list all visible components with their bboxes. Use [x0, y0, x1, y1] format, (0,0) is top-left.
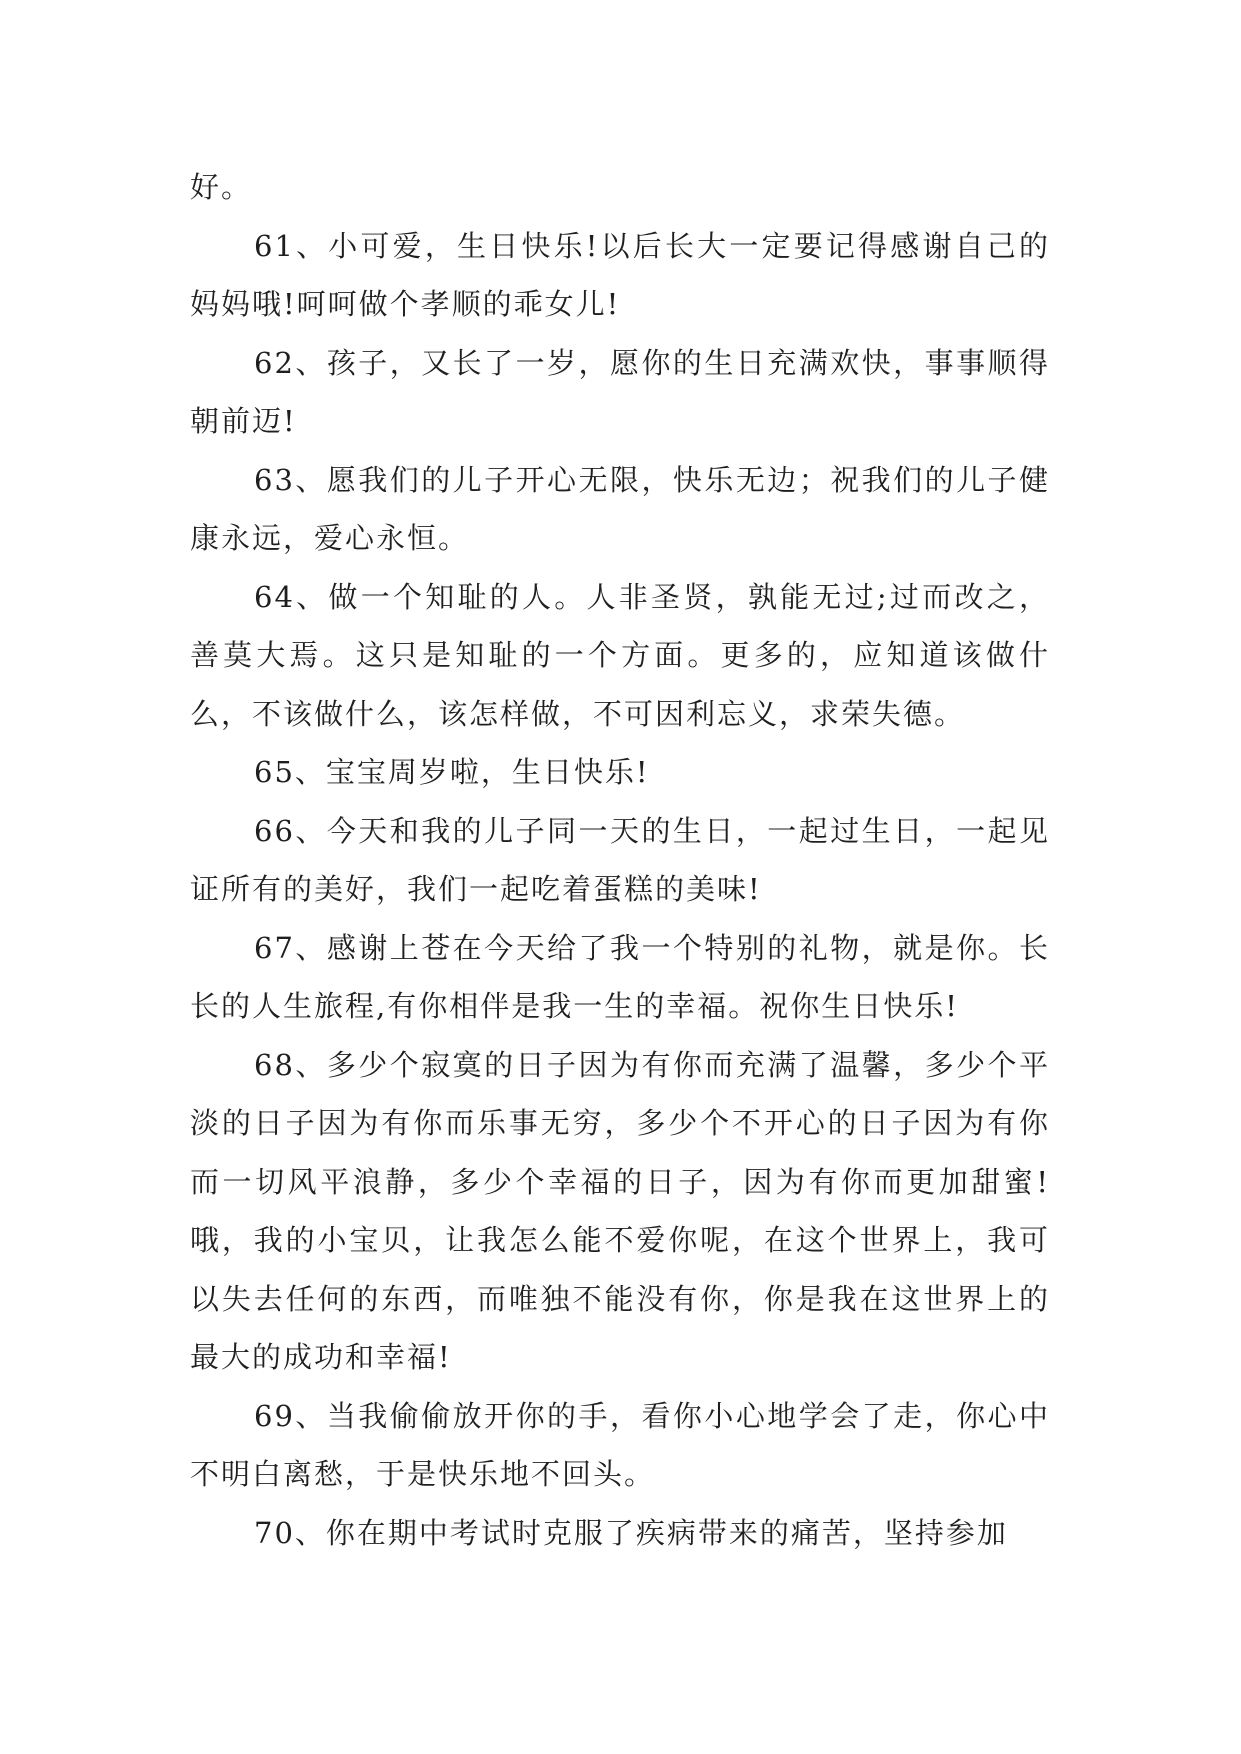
paragraph-68: 68、多少个寂寞的日子因为有你而充满了温馨，多少个平淡的日子因为有你而乐事无穷，多少个不开心的日子因为有你而一切风平浪静，多少个幸福的日子，因为有你而更加甜蜜!哦，我的小宝贝，让我怎么能不爱你呢，在这个世界上，我可以失去任何的东西，而唯独不能没有你，你是我在这世界上的最大的成功和幸福! [190, 1047, 1050, 1374]
paragraph-69: 69、当我偷偷放开你的手，看你小心地学会了走，你心中不明白离愁，于是快乐地不回头。 [190, 1398, 1050, 1491]
paragraph-66: 66、今天和我的儿子同一天的生日，一起过生日，一起见证所有的美好，我们一起吃着蛋糕的美味! [190, 813, 1050, 906]
paragraph-61: 61、小可爱，生日快乐!以后长大一定要记得感谢自己的妈妈哦!呵呵做个孝顺的乖女儿! [190, 228, 1050, 321]
document-page [190, 158, 1050, 1562]
paragraph-65: 65、宝宝周岁啦，生日快乐! [254, 755, 650, 789]
paragraph-70: 70、你在期中考试时克服了疾病带来的痛苦，坚持参加 [254, 1515, 1008, 1550]
paragraph-63: 63、愿我们的儿子开心无限，快乐无边；祝我们的儿子健康永远，爱心永恒。 [190, 462, 1050, 555]
paragraph-64: 64、做一个知耻的人。人非圣贤，孰能无过;过而改之，善莫大焉。这只是知耻的一个方面。更多的，应知道该做什么，不该做什么，该怎样做，不可因利忘义，求荣失德。 [190, 579, 1050, 731]
paragraph-67: 67、感谢上苍在今天给了我一个特别的礼物，就是你。长长的人生旅程,有你相伴是我一生的幸福。祝你生日快乐! [190, 930, 1050, 1023]
paragraph-62: 62、孩子，又长了一岁，愿你的生日充满欢快，事事顺得朝前迈! [190, 345, 1050, 438]
paragraph-continuation: 好。 [190, 170, 253, 204]
